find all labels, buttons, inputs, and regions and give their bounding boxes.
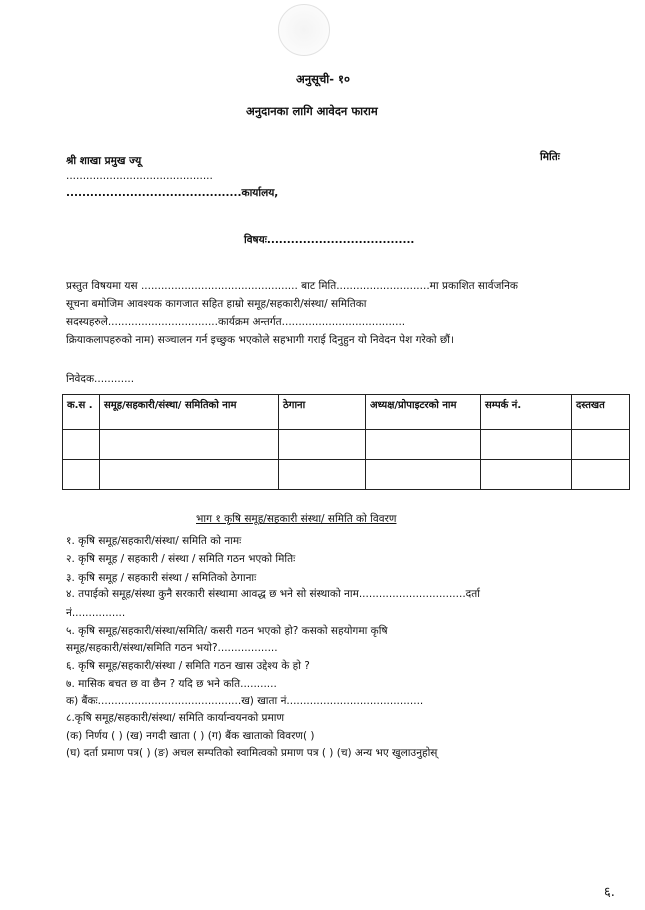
body-line-3: सदस्यहरुले.................................कार्यक्रम अन्तर्गत..................................... (66, 316, 406, 328)
table-row (63, 460, 630, 490)
addressee-dots-line: ............................................ (66, 170, 213, 182)
applicant-table (62, 394, 630, 490)
list-item: ३. कृषि समूह / सहकारी संस्था / समितिको ठेगानाः (66, 572, 257, 584)
table-row (63, 430, 630, 460)
table-cell[interactable] (63, 460, 100, 490)
page-number: ६. (604, 885, 615, 900)
table-cell[interactable] (366, 460, 481, 490)
list-item: ६. कृषि समूह/सहकारी/संस्था / समिति गठन खास उद्देश्य के हो ? (66, 660, 310, 672)
col-contact: सम्पर्क नं. (481, 395, 572, 430)
date-label: मितिः (540, 151, 560, 163)
list-item: ८.कृषि समूह/सहकारी/संस्था/ समिति कार्यान्वयनको प्रमाण (66, 712, 285, 724)
addressee-line: श्री शाखा प्रमुख ज्यू (66, 155, 142, 167)
body-line-2: सूचना बमोजिम आवश्यक कागजात सहित हाम्रो समूह/सहकारी/संस्था/ समितिका (66, 298, 367, 310)
table-cell[interactable] (366, 430, 481, 460)
table-cell[interactable] (481, 430, 572, 460)
col-serial: क.स . (63, 395, 100, 430)
col-chairperson: अध्यक्ष/प्रोपाइटरको नाम (366, 395, 481, 430)
official-seal-stamp (278, 4, 330, 56)
table-cell[interactable] (279, 460, 366, 490)
list-item: (घ) दर्ता प्रमाण पत्र( ) (ङ) अचल सम्पतिको स्वामित्वको प्रमाण पत्र ( ) (च) अन्य भए खुलाउनुहोस् (66, 747, 438, 759)
form-title: अनुदानका लागि आवेदन फाराम (246, 104, 378, 118)
table-cell[interactable] (481, 460, 572, 490)
annex-number: अनुसूची- १० (296, 72, 350, 86)
list-item: समूह/सहकारी/संस्था/समिति गठन भयो?.................. (66, 642, 278, 654)
table-header-row (63, 395, 630, 430)
subject-line: विषयः..................................... (244, 234, 415, 246)
list-item: २. कृषि समूह / सहकारी / संस्था / समिति गठन भएको मितिः (66, 553, 296, 565)
table-cell[interactable] (100, 430, 279, 460)
office-line: ............................................कार्यालय, (66, 187, 279, 199)
applicant-label: निवेदक............ (66, 373, 135, 385)
table-cell[interactable] (63, 430, 100, 460)
list-item: ७. मासिक बचत छ वा छैन ? यदि छ भने कति........... (66, 678, 277, 690)
table-cell[interactable] (100, 460, 279, 490)
list-item: ५. कृषि समूह/सहकारी/संस्था/समिति/ कसरी गठन भएको हो? कसको सहयोगमा कृषि (66, 625, 388, 637)
section-title: भाग १ कृषि समूह/सहकारी संस्था/ समिति को विवरण (196, 513, 397, 525)
body-line-1: प्रस्तुत विषयमा यस ............................................... बाट मिति............................मा प्रकाशित सार्वजनिक (66, 280, 518, 292)
table-cell[interactable] (279, 430, 366, 460)
col-signature: दस्तखत (572, 395, 630, 430)
table-cell[interactable] (572, 460, 630, 490)
list-item: ४. तपाईको समूह/संस्था कुनै सरकारी संस्थामा आवद्ध छ भने सो संस्थाको नाम................................दर्ता (66, 588, 480, 600)
list-item: नं................ (66, 607, 126, 619)
table-cell[interactable] (572, 430, 630, 460)
col-address: ठेगाना (279, 395, 366, 430)
list-item: क) बैंकः...........................................ख) खाता नं......................................... (66, 695, 424, 707)
list-item: (क) निर्णय ( ) (ख) नगदी खाता ( ) (ग) बैंक खाताको विवरण( ) (66, 730, 315, 742)
col-group-name: समूह/सहकारी/संस्था/ समितिको नाम (100, 395, 279, 430)
list-item: १. कृषि समूह/सहकारी/संस्था/ समिति को नामः (66, 535, 242, 547)
body-line-4: क्रियाकलापहरुको नाम) सञ्चालन गर्न इच्छुक भएकोले सहभागी गराई दिनुहुन यो निवेदन पेश गरेको छौं। (66, 334, 454, 346)
